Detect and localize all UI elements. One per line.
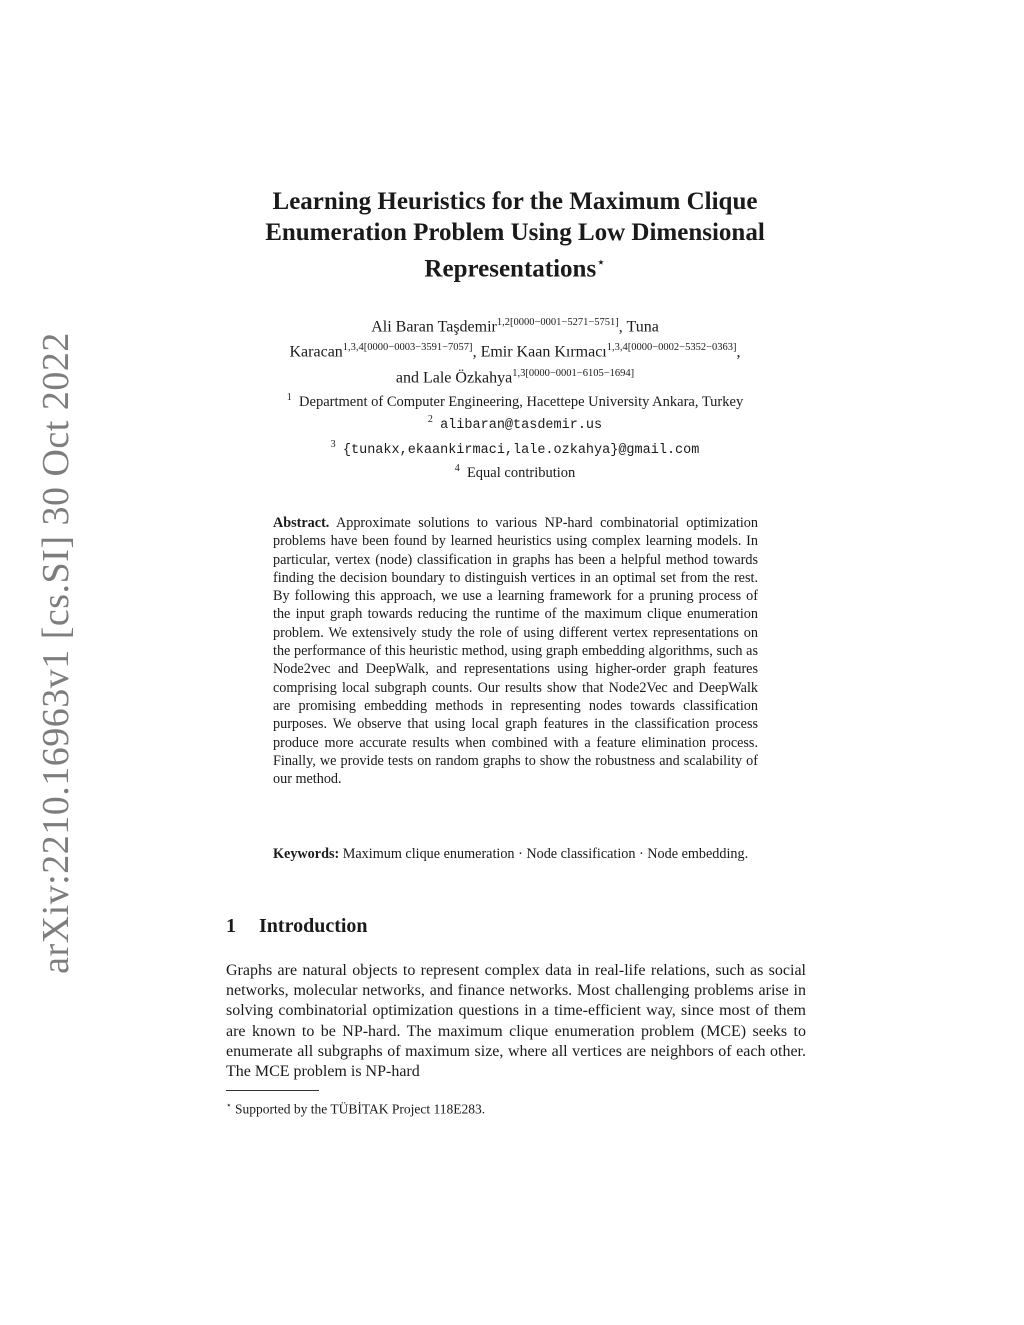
affiliation-4-number: 4: [454, 462, 460, 474]
author-3-name: , Emir Kaan Kırmacı: [472, 343, 607, 361]
author-4-affil: 1,3[0000−0001−6105−1694]: [512, 367, 635, 379]
affiliation-1: [210, 389, 820, 411]
author-1-name: Ali Baran Taşdemir: [371, 318, 497, 336]
section-title: Introduction: [259, 915, 368, 937]
author-list: [210, 312, 820, 388]
title-line-1: Learning Heuristics for the Maximum Clique: [272, 188, 758, 215]
author-4-name: and Lale Özkahya: [395, 368, 513, 386]
keywords-label: Keywords:: [273, 846, 340, 862]
abstract-text: Approximate solutions to various NP-hard combinatorial optimization problems have been found by learned heuristics using complex learning models. In particular, vertex (node) classification in graphs has been a helpful method towards finding the decision boundary to distinguish vertices in an optimal set from the rest. By following this approach, we use a learning framework for a pruning process of the input graph towards reducing the runtime of the maximum clique enumeration problem. We extensively study the role of using different vertex representations on the performance of this heuristic method, using graph embedding algorithms, such as Node2vec and DeepWalk, and representations using higher-order graph features comprising local subgraph counts. Our results show that Node2Vec and DeepWalk are promising embedding methods in representing nodes towards classification purposes. We observe that using local graph features in the classification process produce more accurate results when combined with a feature elimination process. Finally, we provide tests on random graphs to show the robustness and scalability of our method.: [273, 515, 758, 788]
author-2-name: Karacan: [289, 343, 343, 361]
title-footnote-marker: ⋆: [596, 255, 606, 271]
email-address: alibaran@tasdemir.us: [440, 418, 603, 434]
author-separator-1: , Tuna: [618, 318, 659, 336]
paper-title: [200, 186, 830, 284]
abstract-label: Abstract.: [273, 515, 330, 531]
title-line-3-text: Representations: [424, 255, 597, 283]
affiliation-3: [210, 436, 820, 460]
author-2-affil: 1,3,4[0000−0003−3591−7057]: [342, 342, 473, 354]
intro-paragraph: Graphs are natural objects to represent complex data in real-life relations, such as social networks, molecular networks, and finance networks. Most challenging problems arise in solving combinatorial optimization questions in a time-efficient way, since most of them are known to be NP-hard. The maximum clique enumeration problem (MCE) seeks to enumerate all subgraphs of maximum size, where all vertices are neighbors of each other. The MCE problem is NP-hard: [226, 962, 806, 1081]
affiliation-3-number: 3: [330, 438, 336, 450]
section-heading: [226, 915, 368, 938]
author-line-2: [210, 337, 820, 362]
author-separator-3: ,: [736, 343, 741, 361]
footnote-marker: ⋆: [226, 1100, 232, 1110]
affiliation-4: [210, 460, 820, 482]
affiliation-1-text: Department of Computer Engineering, Hacettepe University Ankara, Turkey: [299, 393, 744, 410]
author-line-1: [210, 312, 820, 337]
abstract: [273, 514, 758, 788]
affiliation-1-number: 1: [286, 392, 292, 403]
footnote-text: Supported by the TÜBİTAK Project 118E283.: [235, 1101, 486, 1117]
section-number: 1: [226, 915, 236, 937]
footnote: [226, 1097, 485, 1118]
arxiv-side-stamp: arXiv:2210.16963v1 [cs.SI] 30 Oct 2022: [35, 332, 77, 974]
keywords: [273, 845, 758, 863]
title-line-2: Enumeration Problem Using Low Dimensional: [265, 219, 765, 246]
author-3-affil: 1,3,4[0000−0002−5352−0363]: [606, 342, 737, 354]
footnote-rule: [226, 1090, 319, 1091]
affiliations: [210, 389, 820, 482]
author-line-3: [210, 363, 820, 388]
affiliation-4-text: Equal contribution: [466, 464, 576, 481]
affiliation-2-number: 2: [427, 414, 433, 426]
email-group: {tunakx,ekaankirmaci,lale.ozkahya}@gmail.com: [342, 442, 700, 458]
keywords-text: Maximum clique enumeration · Node classification · Node embedding.: [342, 846, 749, 862]
author-1-affil: 1,2[0000−0001−5271−5751]: [496, 317, 619, 328]
affiliation-2: [210, 411, 820, 435]
title-line-3: [200, 248, 830, 284]
